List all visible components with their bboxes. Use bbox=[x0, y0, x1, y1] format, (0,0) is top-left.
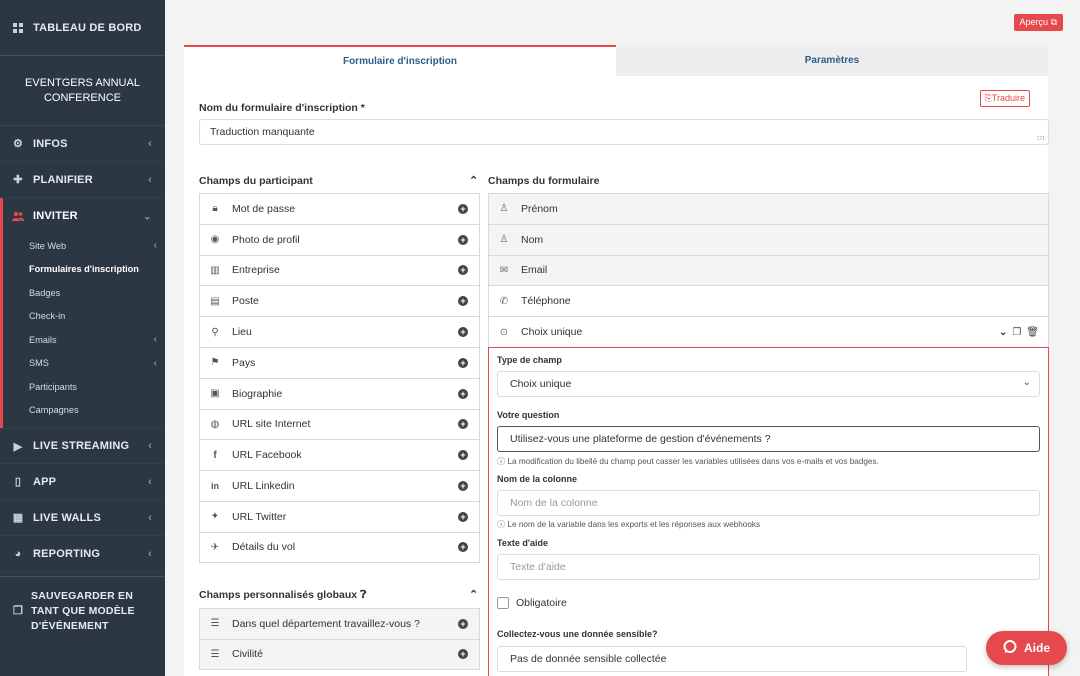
required-label: Obligatoire bbox=[516, 597, 567, 609]
item-label: URL Twitter bbox=[232, 510, 287, 523]
chevron-up-icon[interactable]: ⌃ bbox=[469, 589, 479, 601]
form-field-row[interactable] bbox=[488, 193, 1049, 224]
sidebar-sub-participants[interactable] bbox=[3, 375, 165, 399]
column-hint-text: Le nom de la variable dans les exports et les réponses aux webhooks bbox=[507, 520, 761, 529]
item-label: Email bbox=[521, 264, 548, 277]
sub-label: Participants bbox=[29, 381, 78, 392]
participant-fields-list bbox=[199, 193, 480, 563]
plus-circle-icon[interactable]: + bbox=[458, 358, 468, 368]
list-item[interactable] bbox=[199, 409, 480, 440]
item-label: Photo de profil bbox=[232, 233, 300, 246]
plus-circle-icon[interactable]: + bbox=[458, 327, 468, 337]
item-label: Biographie bbox=[232, 387, 283, 400]
list-item[interactable] bbox=[199, 224, 480, 255]
question-circle-icon[interactable]: ❓︎ bbox=[360, 589, 367, 601]
copy-icon: ❐ bbox=[12, 605, 24, 617]
translate-label: Traduire bbox=[991, 93, 1025, 103]
plus-circle-icon[interactable]: + bbox=[458, 619, 468, 629]
sidebar-sub-emails[interactable] bbox=[3, 328, 165, 352]
question-hint-text: La modification du libellé du champ peut casser les variables utilisées dans vos e-mails et vos badges. bbox=[507, 457, 879, 466]
user-icon: ♙ bbox=[499, 203, 509, 215]
sidebar-sub-badges[interactable] bbox=[3, 281, 165, 305]
chat-bubble-icon bbox=[1003, 640, 1017, 657]
twitter-icon: ✦ bbox=[210, 511, 220, 523]
trash-icon[interactable]: 🗑︎ bbox=[1026, 326, 1039, 338]
question-label: Votre question bbox=[497, 410, 560, 420]
sidebar-sub-sms[interactable] bbox=[3, 352, 165, 376]
plus-circle-icon[interactable]: + bbox=[458, 296, 468, 306]
form-fields-list bbox=[488, 193, 1049, 347]
tab-label: Formulaire d'inscription bbox=[342, 56, 458, 67]
sidebar-item-label: INFOS bbox=[33, 137, 68, 150]
item-label: URL site Internet bbox=[232, 418, 311, 431]
plus-circle-icon[interactable]: + bbox=[458, 649, 468, 659]
user-icon: ♙ bbox=[499, 234, 509, 246]
item-label: Lieu bbox=[232, 326, 252, 339]
list-item[interactable] bbox=[199, 532, 480, 563]
plus-circle-icon[interactable]: + bbox=[458, 204, 468, 214]
chevron-left-icon: ‹ bbox=[153, 240, 157, 252]
sensitive-data-label: Collectez-vous une donnée sensible? bbox=[497, 629, 658, 639]
plus-circle-icon[interactable]: + bbox=[458, 512, 468, 522]
chevron-left-icon: ‹ bbox=[148, 440, 152, 452]
field-type-value: Choix unique bbox=[510, 378, 572, 390]
question-input[interactable] bbox=[497, 426, 1040, 452]
puzzle-icon: ✚ bbox=[13, 174, 23, 186]
form-fields-title: Champs du formulaire bbox=[488, 175, 600, 187]
item-label: Civilité bbox=[232, 648, 263, 661]
form-name-label: Nom du formulaire d'inscription * bbox=[199, 102, 365, 114]
sidebar-item-label: INVITER bbox=[33, 210, 78, 222]
translate-button[interactable] bbox=[980, 90, 1030, 107]
column-name-label: Nom de la colonne bbox=[497, 474, 578, 484]
facebook-icon: f bbox=[213, 449, 217, 461]
plus-circle-icon[interactable]: + bbox=[458, 235, 468, 245]
plus-circle-icon[interactable]: + bbox=[458, 481, 468, 491]
item-label: Nom bbox=[521, 233, 544, 246]
list-icon: ☰ bbox=[210, 648, 220, 660]
users-icon bbox=[12, 211, 24, 221]
sidebar-item-infos[interactable] bbox=[0, 126, 165, 162]
column-name-input[interactable] bbox=[497, 490, 1040, 516]
tab-registration-form[interactable] bbox=[184, 45, 616, 76]
sidebar-item-label: LIVE STREAMING bbox=[33, 440, 130, 452]
sidebar-item-label: APP bbox=[33, 475, 57, 488]
mobile-icon: ▯ bbox=[14, 476, 22, 488]
form-card bbox=[184, 76, 1048, 676]
form-field-row-expanded[interactable] bbox=[488, 316, 1049, 347]
column-name-placeholder: Nom de la colonne bbox=[510, 497, 598, 509]
item-label: Pays bbox=[232, 356, 256, 369]
event-name: EVENTGERS ANNUAL CONFERENCE bbox=[0, 56, 165, 126]
sub-label: Site Web bbox=[29, 240, 67, 251]
list-item[interactable] bbox=[199, 316, 480, 347]
sidebar-dashboard-link[interactable] bbox=[0, 0, 165, 56]
form-field-row[interactable] bbox=[488, 224, 1049, 255]
chevron-left-icon: ‹ bbox=[148, 137, 152, 150]
help-text-input[interactable] bbox=[497, 554, 1040, 580]
sidebar-item-live-streaming[interactable] bbox=[0, 428, 165, 464]
film-icon: ▦ bbox=[12, 512, 24, 524]
info-circle-icon: ⓘ bbox=[497, 457, 506, 466]
list-item[interactable] bbox=[199, 347, 480, 378]
list-icon: ☰ bbox=[210, 618, 220, 630]
field-editor-panel bbox=[488, 347, 1049, 676]
form-field-row[interactable] bbox=[488, 285, 1049, 316]
sidebar-sub-site-web[interactable] bbox=[3, 234, 165, 258]
id-card-icon: ▣ bbox=[210, 388, 220, 400]
map-pin-icon: ⚲ bbox=[211, 326, 219, 338]
sidebar-item-label: LIVE WALLS bbox=[33, 511, 101, 524]
sidebar-item-label: REPORTING bbox=[33, 547, 101, 560]
list-item[interactable] bbox=[199, 378, 480, 409]
save-as-template-button[interactable] bbox=[0, 576, 165, 646]
global-fields-title-text: Champs personnalisés globaux bbox=[199, 589, 358, 601]
user-circle-icon: ◉ bbox=[210, 234, 220, 246]
form-name-input[interactable] bbox=[199, 119, 1049, 145]
item-label: Entreprise bbox=[232, 264, 280, 277]
phone-icon: ✆ bbox=[499, 295, 509, 307]
plus-circle-icon[interactable]: + bbox=[458, 542, 468, 552]
field-type-label: Type de champ bbox=[497, 355, 562, 365]
flag-icon: ⚑ bbox=[210, 357, 220, 369]
required-checkbox[interactable] bbox=[497, 597, 567, 609]
main-content bbox=[165, 0, 1080, 676]
item-label: Détails du vol bbox=[232, 541, 296, 554]
sidebar-dashboard-label: TABLEAU DE BORD bbox=[33, 21, 142, 34]
field-type-select[interactable] bbox=[497, 371, 1040, 397]
column-hint bbox=[497, 519, 760, 530]
chevron-down-icon: ⌄ bbox=[142, 210, 152, 223]
briefcase-icon: ▤ bbox=[210, 295, 220, 307]
sub-label: Formulaires d'inscription bbox=[29, 264, 139, 275]
sidebar bbox=[0, 0, 165, 676]
help-chat-button[interactable] bbox=[986, 631, 1067, 665]
check-circle-icon: ⊙ bbox=[499, 326, 509, 338]
plus-circle-icon[interactable]: + bbox=[458, 265, 468, 275]
question-hint bbox=[497, 456, 879, 467]
preview-label: Aperçu bbox=[1019, 17, 1049, 27]
list-item[interactable] bbox=[199, 285, 480, 316]
plus-circle-icon[interactable]: + bbox=[458, 389, 468, 399]
checkbox-box[interactable] bbox=[497, 597, 509, 609]
item-label: Prénom bbox=[521, 202, 558, 215]
tab-settings[interactable] bbox=[616, 45, 1048, 76]
help-label: Aide bbox=[1023, 641, 1050, 655]
save-as-template-label: SAUVEGARDER EN TANT QUE MODÈLE D'ÉVÉNEMENT bbox=[31, 590, 135, 632]
preview-button[interactable] bbox=[1014, 14, 1063, 31]
global-fields-title bbox=[199, 589, 366, 602]
plane-icon: ✈ bbox=[210, 541, 220, 553]
list-item[interactable] bbox=[199, 608, 480, 639]
globe-icon: ◍ bbox=[210, 418, 220, 430]
chevron-left-icon: ‹ bbox=[148, 511, 152, 524]
tabs bbox=[184, 45, 1048, 76]
translate-icon: ⎘ bbox=[984, 93, 992, 103]
item-label: Téléphone bbox=[521, 295, 571, 308]
pie-chart-icon: ◕ bbox=[14, 547, 22, 560]
global-fields-list bbox=[199, 608, 480, 670]
grid-icon bbox=[12, 23, 24, 33]
sidebar-item-live-walls[interactable] bbox=[0, 500, 165, 536]
list-item[interactable] bbox=[199, 439, 480, 470]
help-text-label: Texte d'aide bbox=[497, 538, 548, 548]
sensitive-data-select[interactable] bbox=[497, 646, 967, 672]
sidebar-item-app[interactable] bbox=[0, 464, 165, 500]
list-item[interactable] bbox=[199, 255, 480, 286]
sidebar-submenu-inviter bbox=[0, 234, 165, 428]
plus-circle-icon[interactable]: + bbox=[458, 419, 468, 429]
chevron-down-icon: ⌄ bbox=[1022, 377, 1031, 388]
question-value: Utilisez-vous une plateforme de gestion d'événements ? bbox=[510, 433, 771, 445]
list-item[interactable] bbox=[199, 501, 480, 532]
chevron-left-icon: ‹ bbox=[148, 547, 152, 560]
lock-icon: 🔒︎ bbox=[212, 203, 218, 215]
chevron-left-icon: ‹ bbox=[153, 334, 157, 346]
help-text-placeholder: Texte d'aide bbox=[510, 561, 566, 573]
sub-label: SMS bbox=[29, 358, 49, 369]
chevron-up-icon[interactable]: ⌃ bbox=[469, 175, 479, 187]
plus-circle-icon[interactable]: + bbox=[458, 450, 468, 460]
row-actions bbox=[999, 327, 1039, 338]
sub-label: Emails bbox=[29, 334, 57, 345]
sensitive-data-value: Pas de donnée sensible collectée bbox=[510, 653, 667, 665]
sub-label: Campagnes bbox=[29, 405, 79, 416]
sidebar-item-inviter[interactable] bbox=[0, 198, 165, 234]
gears-icon: ⚙ bbox=[12, 138, 24, 150]
chevron-left-icon: ‹ bbox=[148, 475, 152, 488]
sidebar-item-label: PLANIFIER bbox=[33, 173, 93, 186]
item-label: URL Linkedin bbox=[232, 480, 295, 493]
sidebar-sub-campagnes[interactable] bbox=[3, 399, 165, 423]
linkedin-icon: in bbox=[211, 481, 219, 492]
item-label: Dans quel département travaillez-vous ? bbox=[232, 617, 420, 630]
sidebar-sub-formulaires[interactable] bbox=[3, 258, 165, 282]
list-item[interactable] bbox=[199, 193, 480, 224]
form-name-value: Traduction manquante bbox=[210, 126, 315, 138]
sidebar-item-reporting[interactable] bbox=[0, 536, 165, 572]
participant-fields-title: Champs du participant bbox=[199, 175, 313, 187]
chevron-left-icon: ‹ bbox=[153, 357, 157, 369]
sidebar-item-planifier[interactable] bbox=[0, 162, 165, 198]
building-icon: ▥ bbox=[210, 264, 220, 276]
envelope-icon: ✉ bbox=[499, 264, 509, 276]
duplicate-icon[interactable]: ❐ bbox=[1012, 326, 1022, 338]
item-label: URL Facebook bbox=[232, 449, 302, 462]
list-item[interactable] bbox=[199, 639, 480, 670]
chevron-left-icon: ‹ bbox=[148, 173, 152, 186]
sub-label: Badges bbox=[29, 287, 61, 298]
info-circle-icon: ⓘ bbox=[497, 520, 506, 529]
item-label: Choix unique bbox=[521, 326, 583, 339]
form-field-row[interactable] bbox=[488, 255, 1049, 286]
play-icon: ▶ bbox=[13, 440, 23, 453]
chevron-down-icon[interactable]: ⌄ bbox=[998, 326, 1008, 338]
tab-label: Paramètres bbox=[804, 55, 860, 66]
char-counter: 171 bbox=[1036, 136, 1045, 142]
list-item[interactable] bbox=[199, 470, 480, 501]
item-label: Mot de passe bbox=[232, 202, 296, 215]
external-link-icon: ⧉ bbox=[1050, 17, 1057, 27]
item-label: Poste bbox=[232, 295, 259, 308]
sidebar-sub-check-in[interactable] bbox=[3, 305, 165, 329]
sub-label: Check-in bbox=[29, 311, 66, 322]
